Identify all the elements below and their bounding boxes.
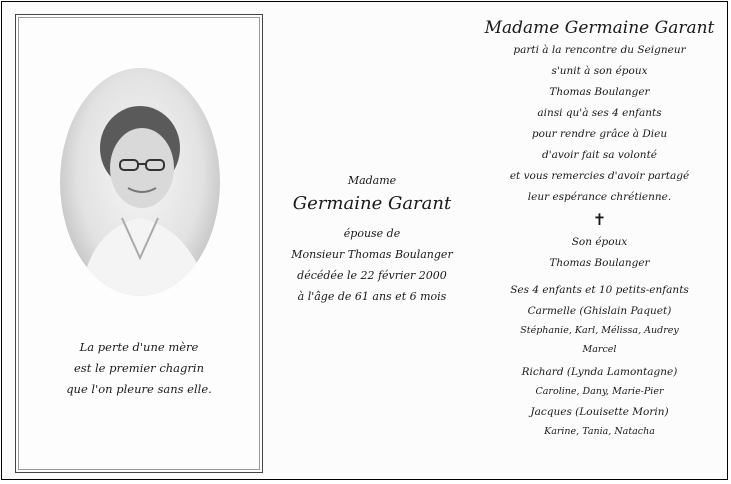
spouse-label: Son époux xyxy=(571,236,628,248)
spouse-name-line: Monsieur Thomas Boulanger xyxy=(291,248,453,261)
announcement-line: s'unit à son époux xyxy=(551,65,648,77)
madame-label: Madame xyxy=(347,174,397,187)
announcement-line: Thomas Boulanger xyxy=(549,86,650,98)
family-children: Caroline, Dany, Marie-Pier xyxy=(535,386,664,397)
cross-icon: ✝ xyxy=(592,210,607,229)
poem-line: La perte d'une mère xyxy=(79,340,199,354)
poem xyxy=(16,337,262,400)
spouse-name: Thomas Boulanger xyxy=(549,257,650,269)
left-panel xyxy=(15,14,263,473)
right-block xyxy=(472,16,727,440)
deceased-name: Germaine Garant xyxy=(292,193,452,214)
family-parents: Richard (Lynda Lamontagne) xyxy=(521,366,678,378)
children-heading: Ses 4 enfants et 10 petits-enfants xyxy=(510,284,689,296)
family-parents: Carmelle (Ghislain Paquet) xyxy=(527,305,672,317)
announcement-line: ainsi qu'à ses 4 enfants xyxy=(537,107,662,119)
family-children: Stéphanie, Karl, Mélissa, Audrey xyxy=(520,325,679,336)
death-date-line: décédée le 22 février 2000 xyxy=(297,269,447,282)
announcement-line: d'avoir fait sa volonté xyxy=(541,149,657,161)
portrait-photo xyxy=(60,68,220,296)
announcement-line: leur espérance chrétienne. xyxy=(527,191,672,203)
middle-block xyxy=(277,173,467,307)
right-title: Madame Germaine Garant xyxy=(484,18,715,38)
announcement-line: pour rendre grâce à Dieu xyxy=(531,128,668,140)
family-parents: Jacques (Louisette Morin) xyxy=(530,406,669,418)
poem-line: que l'on pleure sans elle. xyxy=(66,382,212,396)
age-line: à l'âge de 61 ans et 6 mois xyxy=(297,290,447,303)
announcement-line: parti à la rencontre du Seigneur xyxy=(513,44,686,56)
spouse-of-line: épouse de xyxy=(343,227,401,240)
family-parents: Marcel xyxy=(582,344,617,355)
family-children: Karine, Tania, Natacha xyxy=(544,426,655,437)
poem-line: est le premier chagrin xyxy=(74,361,204,375)
announcement-line: et vous remercies d'avoir partagé xyxy=(509,170,690,182)
portrait-illustration xyxy=(60,68,220,296)
memorial-card xyxy=(1,1,728,480)
